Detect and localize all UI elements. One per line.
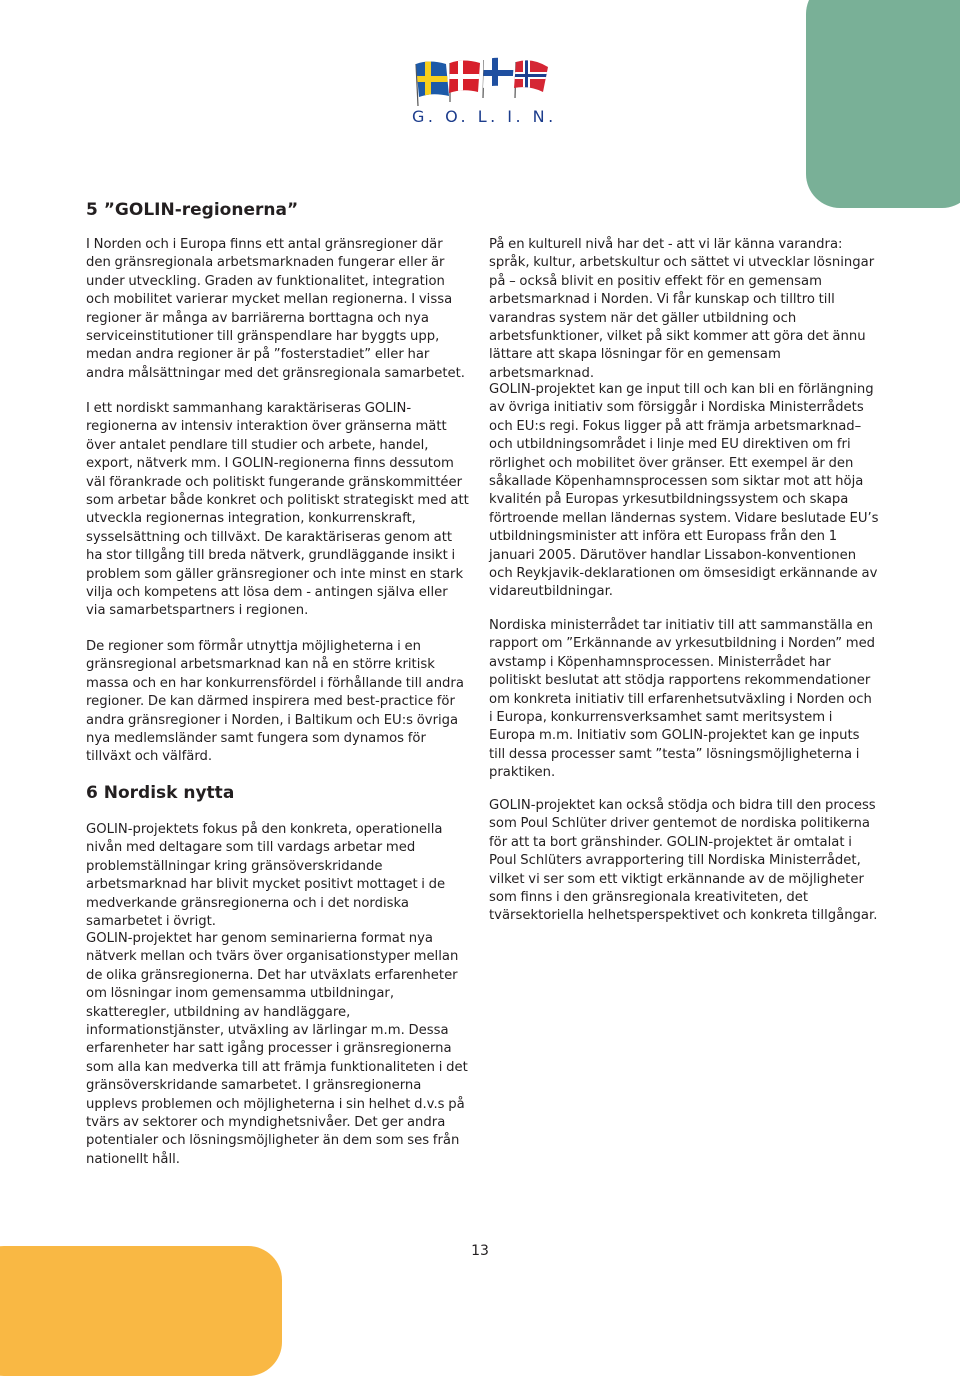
section-heading-nordic-benefit: 6 Nordisk nytta xyxy=(86,783,235,803)
green-corner-tab xyxy=(806,0,960,208)
section-heading-golin-regions: 5 ”GOLIN-regionerna” xyxy=(86,200,299,220)
paragraph: GOLIN-projektet kan ge input till och kan bli en förlängning av övriga initiativ som försiggår i Nordiska Ministerrådets och EU:s regi. Fokus ligger på att främja arbetsmarknad– och utbildningsområdet i linje med EU direktiven om fri rörlighet och mobilitet över gränser. Ett exempel är den såkallade Köpenhamnsprocessen som siktar mot att höja kvalitén på Europas yrkesutbildningssystem och skapa förtroende mellan ländernas system. Vidare beslutade EU’s utbildningsminister att införa ett Europass från den 1 januari 2005. Därutöver handlar Lissabon-konventionen och Reykjavik-deklarationen om ömsesidigt erkännande av vidareutbildningar. xyxy=(489,382,879,600)
paragraph: GOLIN-projektet har genom seminarierna format nya nätverk mellan och tvärs över organisationstyper mellan de olika gränsregionerna. Det har utväxlats erfarenheter om lösningar inom gemensamma utbildningar, skatteregler, utbildning av handläggare, informationstjänster, utväxling av lärlingar m.m. Dessa erfarenheter har satt igång processer i gränsregionerna som alla kan medverka till att främja funktionaliteten i det gränsöverskridande samarbetet. I gränsregionerna upplevs problemen och möjligheterna i sin helhet d.v.s på tvärs av sektorer och myndighetsnivåer. Det ger andra potentialer och lösningsmöjligheter än dem som ses från nationellt håll. xyxy=(86,931,468,1167)
paragraph: I ett nordiskt sammanhang karaktäriseras GOLIN-regionerna av intensiv interaktion över gränserna mätt över antalet pendlare till studier och arbete, handel, export, nätverk mm. I GOLIN-regionerna finns dessutom väl förankrade och politiskt fungerande gränskommittéer som arbetar både konkret och politiskt strategiskt med att utveckla regionernas integration, konkurrenskraft, sysselsättning och tillväxt. De karaktäriseras genom att ha stor tillgång till breda nätverk, grundläggande insikt i problem som gäller gränsregioner och inte minst en stark vilja och kompetens att lösa dem - antingen själva eller via samarbetspartners i regionen. xyxy=(86,401,469,619)
paragraph: Nordiska ministerrådet tar initiativ till att sammanställa en rapport om ”Erkännande av yrkesutbildning i Norden” med avstamp i Köpenhamnsprocessen. Ministerrådet har politiskt beslutat att stödja rapportens rekommendationer om konkreta initiativ till erfarenhetsutväxling i Norden och i Europa, konkurrensverksamhet samt meritsystem i Europa m.m. Initiativ som GOLIN-projektet kan ge inputs till dessa processer samt ”testa” lösningsmöjligheterna i praktiken. xyxy=(489,618,876,781)
paragraph: De regioner som förmår utnyttja möjligheterna i en gränsregional arbetsmarknad kan nå en större kritisk massa och en har konkurrensfördel i förhållande till andra regioner. De kan därmed inspirera med best-practice för andra gränsregioner i Norden, i Baltikum och EU:s övriga nya medlemsländer samt fungera som dynamos för tillväxt och välfärd. xyxy=(86,639,464,765)
paragraph: GOLIN-projektets fokus på den konkreta, operationella nivån med deltagare som till vardags arbetar med problemställningar kring gränsöverskridande arbetsmarknad har blivit mycket positivt mottaget i de medverkande gränsregionerna och i det nordiska samarbetet i övrigt. xyxy=(86,822,446,930)
paragraph: GOLIN-projektet kan också stödja och bidra till den process som Poul Schlüter driver gentemot de nordiska politikerna för att ta bort gränshinder. GOLIN-projektet är omtalat i Poul Schlüters avrapportering till Nordiska Ministerrådet, vilket vi ser som ett viktigt erkännande av de möjligheter som finns i den gränsregionala kreativiteten, det tvärsektoriella helhetsperspektivet och konkreta tillgångar. xyxy=(489,798,878,924)
paragraph: I Norden och i Europa finns ett antal gränsregioner där den gränsregionala arbetsmarknaden fungerar eller är under utveckling. Graden av funktionalitet, integration och mobilitet varierar mycket mellan regionerna. I vissa regioner är många av barriärerna borttagna och nya serviceinstitutioner till gränspendlare har byggts upp, medan andra regioner är på ”fosterstadiet” eller har andra målsättningar med det gränsregionala samarbetet. xyxy=(86,237,465,381)
golin-logo xyxy=(412,52,557,132)
paragraph: På en kulturell nivå har det - att vi lär känna varandra: språk, kultur, arbetskultur och sättet vi utvecklar lösningar på – också blivit en positiv effekt för en gemensam arbetsmarknad i Norden. Vi får kunskap och tilltro till varandras system när det gäller utbildning och arbetsfunktioner, vilket på sikt kommer att göra det ännu lättare att skapa lösningar för en gemensam arbetsmarknad. xyxy=(489,237,875,381)
page-number: 13 xyxy=(471,1243,489,1259)
nordic-flags-icon xyxy=(412,52,552,108)
yellow-corner-tab xyxy=(0,1246,282,1376)
logo-text: G. O. L. I. N. xyxy=(412,107,557,126)
